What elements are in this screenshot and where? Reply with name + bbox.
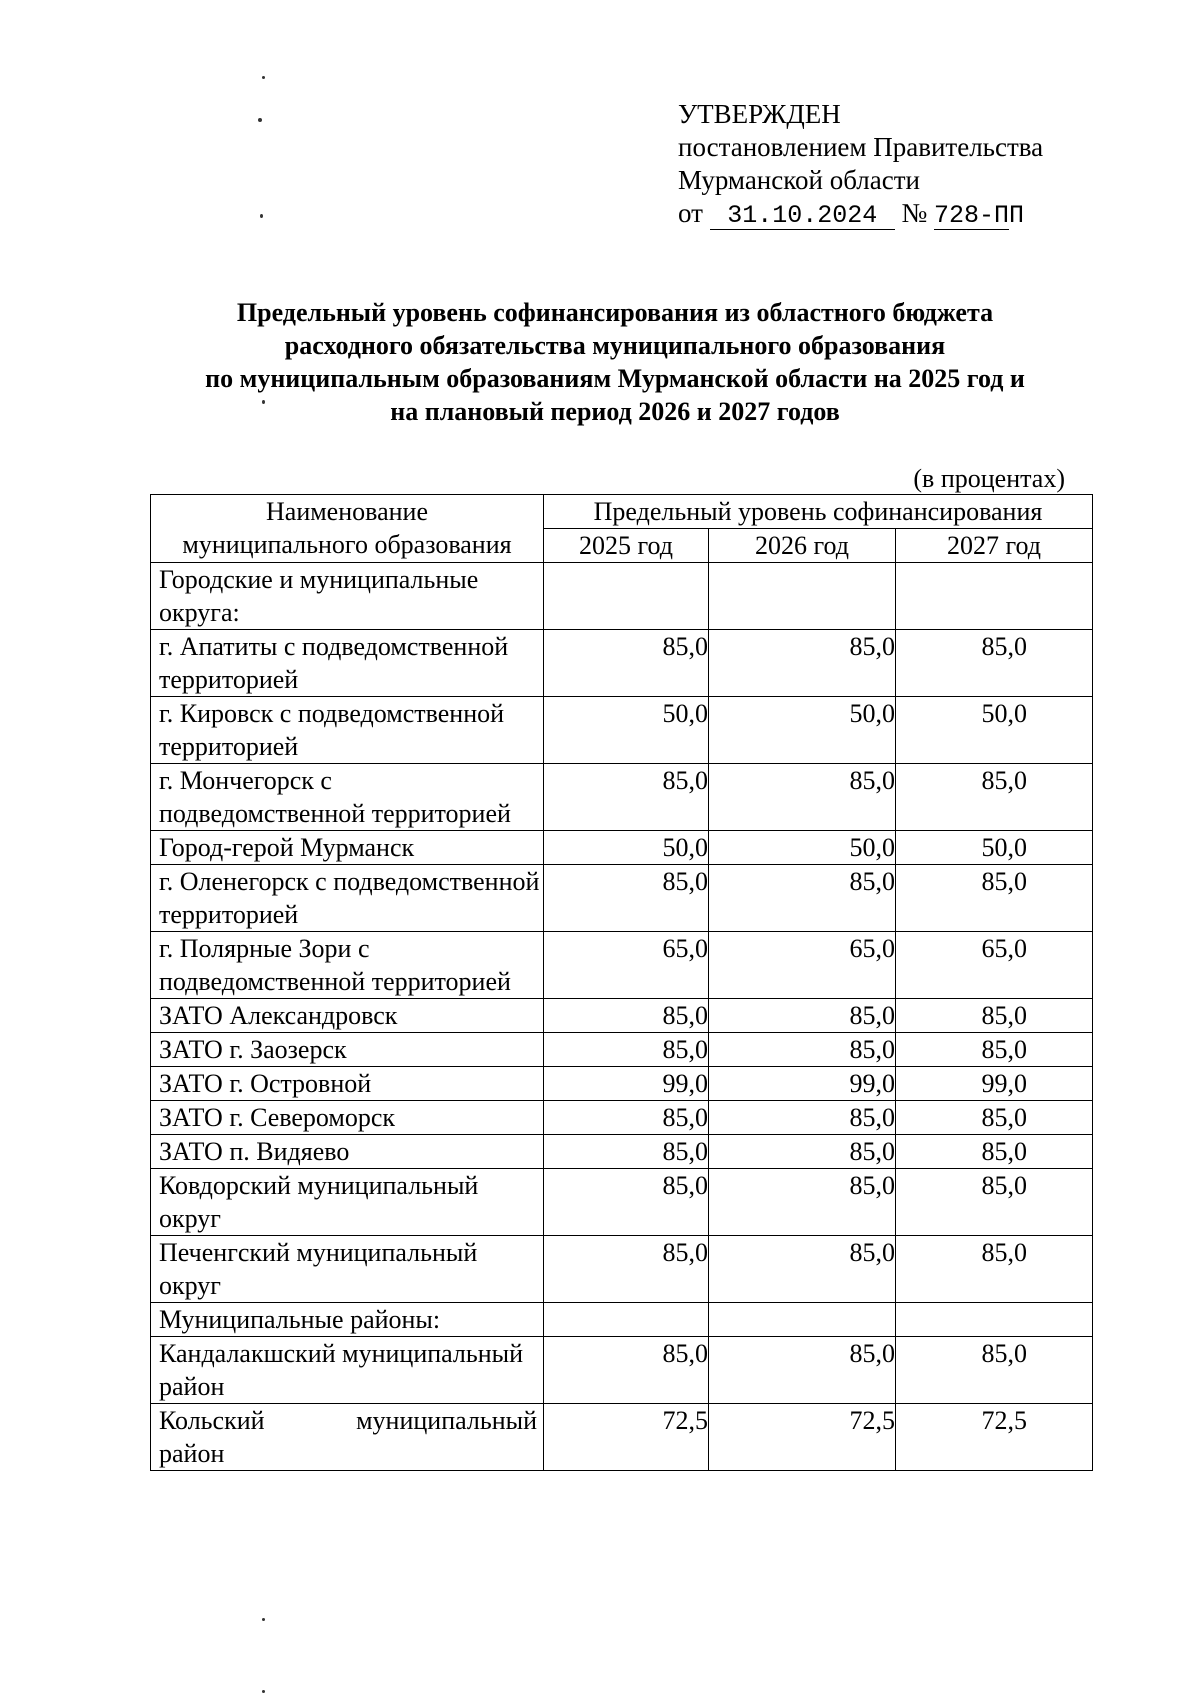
value-2027: 85,0 bbox=[896, 1135, 1093, 1169]
table-row bbox=[151, 630, 1093, 697]
value-2026: 99,0 bbox=[709, 1067, 896, 1101]
empty-cell bbox=[896, 563, 1093, 630]
row-name: г. Кировск с подведомственной территорией bbox=[151, 697, 544, 764]
header-year-2026: 2026 год bbox=[709, 529, 896, 563]
approval-line1: постановлением Правительства bbox=[678, 132, 1044, 162]
value-2026: 85,0 bbox=[709, 1033, 896, 1067]
approval-date: 31.10.2024 bbox=[710, 202, 895, 230]
value-2025: 85,0 bbox=[544, 1033, 709, 1067]
row-name: Ковдорский муниципальный округ bbox=[151, 1169, 544, 1236]
table-row bbox=[151, 764, 1093, 831]
row-name-line1 bbox=[159, 1404, 543, 1437]
title-line1: Предельный уровень софинансирования из областного бюджета bbox=[236, 298, 994, 327]
value-2027: 50,0 bbox=[896, 831, 1093, 865]
value-2025: 50,0 bbox=[544, 697, 709, 764]
value-2027: 85,0 bbox=[896, 630, 1093, 697]
value-2026: 85,0 bbox=[709, 999, 896, 1033]
unit-note: (в процентах) bbox=[913, 464, 1065, 493]
row-name: г. Оленегорск с подведомственной территорией bbox=[151, 865, 544, 932]
row-name: Кандалакшский муниципальный район bbox=[151, 1337, 544, 1404]
approval-heading: УТВЕРЖДЕН bbox=[678, 99, 841, 129]
value-2026: 85,0 bbox=[709, 1337, 896, 1404]
value-2026: 85,0 bbox=[709, 1135, 896, 1169]
empty-cell bbox=[709, 1303, 896, 1337]
approval-stamp bbox=[678, 98, 1178, 230]
value-2027: 85,0 bbox=[896, 1337, 1093, 1404]
table-row bbox=[151, 831, 1093, 865]
header-year-2025: 2025 год bbox=[544, 529, 709, 563]
scan-speck bbox=[262, 1690, 265, 1693]
value-2025: 50,0 bbox=[544, 831, 709, 865]
section-heading: Городские и муниципальные округа: bbox=[151, 563, 544, 630]
value-2027: 99,0 bbox=[896, 1067, 1093, 1101]
value-2025: 85,0 bbox=[544, 865, 709, 932]
row-name: ЗАТО г. Североморск bbox=[151, 1101, 544, 1135]
row-name bbox=[151, 1404, 544, 1471]
value-2026: 50,0 bbox=[709, 831, 896, 865]
value-2027: 85,0 bbox=[896, 1033, 1093, 1067]
value-2027: 85,0 bbox=[896, 865, 1093, 932]
header-year-2027: 2027 год bbox=[896, 529, 1093, 563]
approval-number: 728-ПП bbox=[933, 201, 1024, 230]
approval-from-label: от bbox=[678, 198, 703, 228]
row-name: ЗАТО Александровск bbox=[151, 999, 544, 1033]
table-row bbox=[151, 865, 1093, 932]
table-row bbox=[151, 1135, 1093, 1169]
scan-speck bbox=[262, 1618, 265, 1621]
value-2027: 85,0 bbox=[896, 1101, 1093, 1135]
value-2026: 85,0 bbox=[709, 1101, 896, 1135]
row-name: г. Мончегорск с подведомственной территорией bbox=[151, 764, 544, 831]
row-name: г. Апатиты с подведомственной территорией bbox=[151, 630, 544, 697]
table-row bbox=[151, 1236, 1093, 1303]
scan-speck bbox=[260, 214, 263, 218]
approval-date-line bbox=[678, 197, 1178, 230]
value-2027: 72,5 bbox=[896, 1404, 1093, 1471]
value-2027: 50,0 bbox=[896, 697, 1093, 764]
value-2025: 85,0 bbox=[544, 764, 709, 831]
title-line4: на плановый период 2026 и 2027 годов bbox=[390, 397, 840, 426]
table-row bbox=[151, 697, 1093, 764]
row-name-part: Кольский bbox=[159, 1406, 265, 1435]
header-level: Предельный уровень софинансирования bbox=[544, 495, 1093, 529]
document-title bbox=[140, 296, 1090, 428]
value-2026: 65,0 bbox=[709, 932, 896, 999]
row-name: ЗАТО г. Островной bbox=[151, 1067, 544, 1101]
value-2025: 85,0 bbox=[544, 999, 709, 1033]
table-row bbox=[151, 932, 1093, 999]
title-line3: по муниципальным образованиям Мурманской области на 2025 год и bbox=[205, 364, 1025, 393]
value-2026: 85,0 bbox=[709, 1236, 896, 1303]
value-2025: 85,0 bbox=[544, 1101, 709, 1135]
header-name-cell bbox=[151, 495, 544, 563]
table-row bbox=[151, 1033, 1093, 1067]
row-name-part: район bbox=[159, 1439, 225, 1468]
value-2026: 50,0 bbox=[709, 697, 896, 764]
table-row bbox=[151, 1101, 1093, 1135]
value-2025: 85,0 bbox=[544, 1169, 709, 1236]
title-line2: расходного обязательства муниципального образования bbox=[284, 331, 946, 360]
scan-speck bbox=[258, 118, 262, 122]
empty-cell bbox=[544, 563, 709, 630]
value-2025: 85,0 bbox=[544, 1135, 709, 1169]
section-row bbox=[151, 1303, 1093, 1337]
value-2026: 85,0 bbox=[709, 1169, 896, 1236]
value-2025: 65,0 bbox=[544, 932, 709, 999]
approval-number-label: № bbox=[901, 198, 928, 228]
value-2026: 72,5 bbox=[709, 1404, 896, 1471]
table-row bbox=[151, 1404, 1093, 1471]
cofinancing-table bbox=[150, 494, 1093, 1471]
header-row-1 bbox=[151, 495, 1093, 529]
row-name-part: муниципальный bbox=[356, 1406, 537, 1435]
value-2027: 85,0 bbox=[896, 1236, 1093, 1303]
section-heading: Муниципальные районы: bbox=[151, 1303, 544, 1337]
value-2025: 85,0 bbox=[544, 630, 709, 697]
value-2027: 85,0 bbox=[896, 1169, 1093, 1236]
value-2027: 65,0 bbox=[896, 932, 1093, 999]
section-row bbox=[151, 563, 1093, 630]
value-2027: 85,0 bbox=[896, 764, 1093, 831]
value-2027: 85,0 bbox=[896, 999, 1093, 1033]
empty-cell bbox=[896, 1303, 1093, 1337]
empty-cell bbox=[709, 563, 896, 630]
row-name: г. Полярные Зори с подведомственной территорией bbox=[151, 932, 544, 999]
row-name: Город-герой Мурманск bbox=[151, 831, 544, 865]
row-name: Печенгский муниципальный округ bbox=[151, 1236, 544, 1303]
header-name-line1: Наименование bbox=[266, 497, 428, 526]
empty-cell bbox=[544, 1303, 709, 1337]
value-2025: 85,0 bbox=[544, 1236, 709, 1303]
approval-line2: Мурманской области bbox=[678, 165, 920, 195]
table-row bbox=[151, 1337, 1093, 1404]
value-2026: 85,0 bbox=[709, 764, 896, 831]
value-2025: 85,0 bbox=[544, 1337, 709, 1404]
value-2026: 85,0 bbox=[709, 865, 896, 932]
scan-speck bbox=[262, 76, 265, 79]
header-name-line2: муниципального образования bbox=[182, 530, 512, 559]
table-row bbox=[151, 1169, 1093, 1236]
value-2025: 72,5 bbox=[544, 1404, 709, 1471]
table-row bbox=[151, 1067, 1093, 1101]
row-name: ЗАТО г. Заозерск bbox=[151, 1033, 544, 1067]
value-2025: 99,0 bbox=[544, 1067, 709, 1101]
value-2026: 85,0 bbox=[709, 630, 896, 697]
scan-speck bbox=[262, 400, 265, 404]
table-row bbox=[151, 999, 1093, 1033]
row-name: ЗАТО п. Видяево bbox=[151, 1135, 544, 1169]
